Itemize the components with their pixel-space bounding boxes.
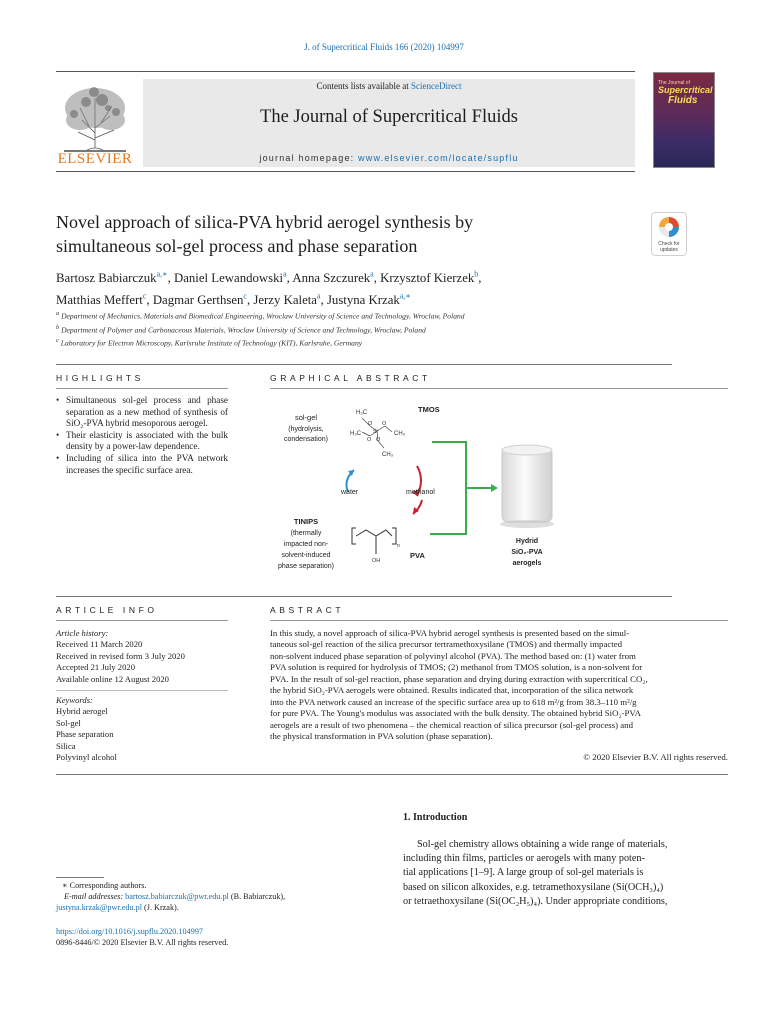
email-label: E-mail addresses: [64, 892, 126, 902]
affiliations [56, 308, 676, 349]
section-divider [56, 596, 672, 597]
ga-tmos-o: O [376, 437, 381, 443]
article-info [56, 628, 236, 763]
abstract-line: PVA. In the result of sol-gel reaction, phase separation and drying during extraction with supercritical CO₂, [270, 673, 648, 684]
ga-pva-n: n [397, 543, 400, 549]
ga-tmos-si: Si [373, 429, 378, 435]
article-info-heading: ARTICLE INFO [56, 605, 158, 615]
highlights-heading: HIGHLIGHTS [56, 373, 144, 383]
ga-tmos-o: O [368, 421, 373, 427]
abstract-line: into the PVA network caused an increase of the specific surface area up to 618 m²/g from 38.3–110 m²/g [270, 696, 637, 707]
keyword: Silica [56, 740, 76, 751]
email-name: (B. Babiarczuk), [228, 892, 286, 902]
doi-block [56, 926, 346, 948]
history-item: Received in revised form 3 July 2020 [56, 650, 185, 661]
intro-line: tial applications [1–9]. A large group of sol-gel materials is [403, 867, 644, 879]
history-item: Available online 12 August 2020 [56, 673, 169, 684]
ga-tmos-label: TMOS [418, 405, 440, 414]
keyword: Hybrid aerogel [56, 706, 108, 717]
article-info-rule [56, 620, 228, 621]
abstract-text [270, 628, 728, 743]
email-link-babiarczuk[interactable]: bartosz.babiarczuk@pwr.edu.pl [125, 892, 229, 902]
ga-tinips-sub4: phase separation) [277, 563, 335, 570]
history-item: Accepted 21 July 2020 [56, 662, 135, 673]
contents-prefix: Contents lists available at [316, 81, 411, 91]
section-divider [56, 364, 672, 365]
article-title-line2: simultaneous sol-gel process and phase separation [56, 236, 418, 256]
ga-tinips-sub2: impacted non- [283, 541, 329, 548]
check-for-updates-icon[interactable] [651, 212, 687, 256]
ga-green-arrowhead-icon [491, 484, 498, 492]
history-item: Received 11 March 2020 [56, 639, 143, 650]
article-title-line1: Novel approach of silica-PVA hybrid aerogel synthesis by [56, 212, 474, 232]
journal-citation-link[interactable]: J. of Supercritical Fluids 166 (2020) 104997 [304, 42, 464, 52]
keyword: Sol-gel [56, 717, 81, 728]
ga-tmos-ch3-right: CH₃ [394, 431, 406, 437]
ga-hydrid-sub2: aerogels [512, 560, 542, 567]
affiliation: $^a$ Department of Mechanics, Materials and Biomedical Engineering, Wroclaw University of Science and Technology, Wroclaw, Poland [56, 310, 465, 321]
doi-link[interactable]: https://doi.org/10.1016/j.supflu.2020.104997 [56, 927, 204, 936]
ga-water-label: water [341, 489, 359, 496]
highlight-item: • Their elasticity is associated with the bulk density by a power-law dependence. [66, 430, 228, 453]
ga-pva-label: PVA [410, 551, 425, 560]
introduction-heading: 1. Introduction [403, 812, 468, 823]
intro-line: including thin films, particles or aerogels with many poten- [403, 853, 645, 865]
footnote-rule [56, 877, 104, 878]
abstract-line: PVA solution is required for hydrolysis of TMOS; (2) methanol from TMOS solution, is a non-solvent for [270, 662, 643, 673]
abstract-line: non-solvent induced phase separation of polyvinyl alcohol (PVA). The method based on: (1) water from [270, 650, 636, 661]
intro-line: Sol-gel chemistry allows obtaining a wide range of materials, [417, 839, 668, 850]
graphical-abstract-heading: GRAPHICAL ABSTRACT [270, 373, 431, 383]
introduction-text [403, 838, 728, 909]
abstract-line: the hybrid SiO₂-PVA aerogels were obtained. Results indicated that, incorporation of the silica network [270, 685, 634, 696]
highlights-list [56, 395, 228, 476]
homepage-prefix: journal homepage: [259, 153, 359, 163]
graphical-abstract-rule [270, 388, 728, 389]
ga-tmos-ch3-bottom: CH₃ [382, 452, 394, 458]
author: Matthias Meffert$^c$, [56, 291, 153, 307]
author: Krzysztof Kierzek$^b$, [380, 270, 482, 286]
abstract-line: In this study, a novel approach of silica-PVA hybrid aerogel synthesis is presented based on the simul- [270, 628, 630, 638]
ga-tmos-o: O [382, 421, 387, 427]
highlights-rule [56, 388, 228, 389]
ga-aerogel-sample [500, 445, 554, 528]
intro-line: or tetraethoxysilane (Si(OC₂H₅)₄). Under appropriate conditions, [403, 895, 668, 907]
email-link-krzak[interactable]: justyna.krzak@pwr.edu.pl [56, 903, 142, 913]
author: Bartosz Babiarczuk$^{a,∗}$, [56, 270, 174, 286]
affiliation: $^c$ Laboratory for Electron Microscopy, Karlsruhe Institute of Technology (KIT), Karlsruhe, Germany [56, 337, 363, 348]
ga-methanol-label: methanol [406, 489, 435, 496]
elsevier-wordmark: ELSEVIER [57, 151, 133, 167]
masthead-top-rule [56, 71, 635, 72]
footnotes [56, 880, 346, 914]
ga-hydrid-label: Hydrid [515, 538, 539, 545]
keywords-rule [56, 690, 228, 691]
abstract-line: taneous sol-gel reaction of the silica precursor tertramethoxysilane (TMOS) and thermally impacted [270, 639, 622, 650]
article-title [56, 210, 616, 258]
ga-pva-oh: OH [372, 558, 381, 564]
article-history-label: Article history: [56, 628, 109, 638]
ga-tmos-o: O [367, 437, 372, 443]
issn-line: 0896-8446/© 2020 Elsevier B.V. All rights reserved. [56, 938, 229, 948]
keywords-label: Keywords: [56, 695, 93, 706]
abstract-copyright: © 2020 Elsevier B.V. All rights reserved. [583, 752, 728, 762]
section-divider [56, 774, 728, 775]
abstract-line: aerogels are a result of two phenomena – the chemical reaction of silica precursor (sol-gel process) and [270, 719, 633, 730]
intro-line: based on silicon alkoxides, e.g. tetramethoxysilane (Si(OCH₃)₄) [403, 881, 664, 893]
abstract-rule [270, 620, 728, 621]
ga-solgel-sub2: condensation) [284, 436, 328, 443]
highlight-item: • Simultaneous sol-gel process and phase separation as a new method of synthesis of SiO₂-PVA hybrid mesoporous aerogel. [66, 395, 228, 430]
author: Justyna Krzak$^{a,∗}$ [326, 291, 411, 307]
keyword: Phase separation [56, 729, 114, 740]
abstract-line: the physical transformation in PVA solution (phase separation). [270, 731, 493, 742]
ga-solgel-sub1: (hydrolysis, [288, 426, 324, 433]
contents-line [143, 81, 635, 91]
ga-tinips-sub3: solvent-induced [281, 552, 331, 559]
homepage-link[interactable]: www.elsevier.com/locate/supflu [358, 153, 519, 163]
cover-title-line2: Fluids [668, 95, 698, 106]
check-updates-text-2: updates [660, 247, 678, 253]
author-list [56, 266, 676, 309]
check-updates-text-1: Check for [658, 241, 680, 247]
abstract-heading: ABSTRACT [270, 605, 345, 615]
ga-tinips-sub1: (thermally [290, 530, 322, 537]
graphical-abstract-figure [270, 396, 630, 586]
journal-cover-thumbnail[interactable] [653, 72, 715, 168]
ga-pva-structure [352, 528, 396, 554]
cover-journal-small: The Journal of [658, 80, 690, 86]
email-name: (J. Krzak). [141, 903, 179, 913]
abstract-line: for pure PVA. The Young's modulus was associated with the bulk density. The obtained hybrid SiO₂-PVA [270, 708, 641, 719]
cover-title-line1: Supercritical [658, 85, 713, 95]
ga-green-bracket [430, 442, 492, 534]
author: Anna Szczurek$^a$, [292, 270, 381, 286]
keyword: Polyvinyl alcohol [56, 752, 117, 763]
affiliation: $^b$ Department of Polymer and Carbonaceous Materials, Wroclaw University of Science and Technology, Wroclaw, Poland [56, 323, 426, 335]
ga-tmos-h3c-top: H₃C [356, 410, 368, 416]
journal-title: The Journal of Supercritical Fluids [260, 107, 518, 127]
ga-tinips-label: TINIPS [293, 517, 319, 526]
author: Dagmar Gerthsen$^c$, [152, 291, 254, 307]
journal-homepage [143, 153, 635, 163]
author: Jerzy Kaleta$^a$, [253, 291, 327, 307]
ga-tmos-h3c-left: H₃C [350, 431, 362, 437]
highlight-item: • Including of silica into the PVA network increases the specific surface area. [66, 453, 228, 476]
masthead-bottom-rule [56, 171, 635, 172]
corresponding-note: ∗ Corresponding authors. [62, 881, 147, 890]
ga-solgel-label: sol-gel [294, 413, 318, 422]
sciencedirect-link[interactable]: ScienceDirect [411, 81, 462, 91]
ga-hydrid-sub1: SiO₂-PVA [511, 549, 543, 556]
author: Daniel Lewandowski$^a$, [173, 270, 293, 286]
